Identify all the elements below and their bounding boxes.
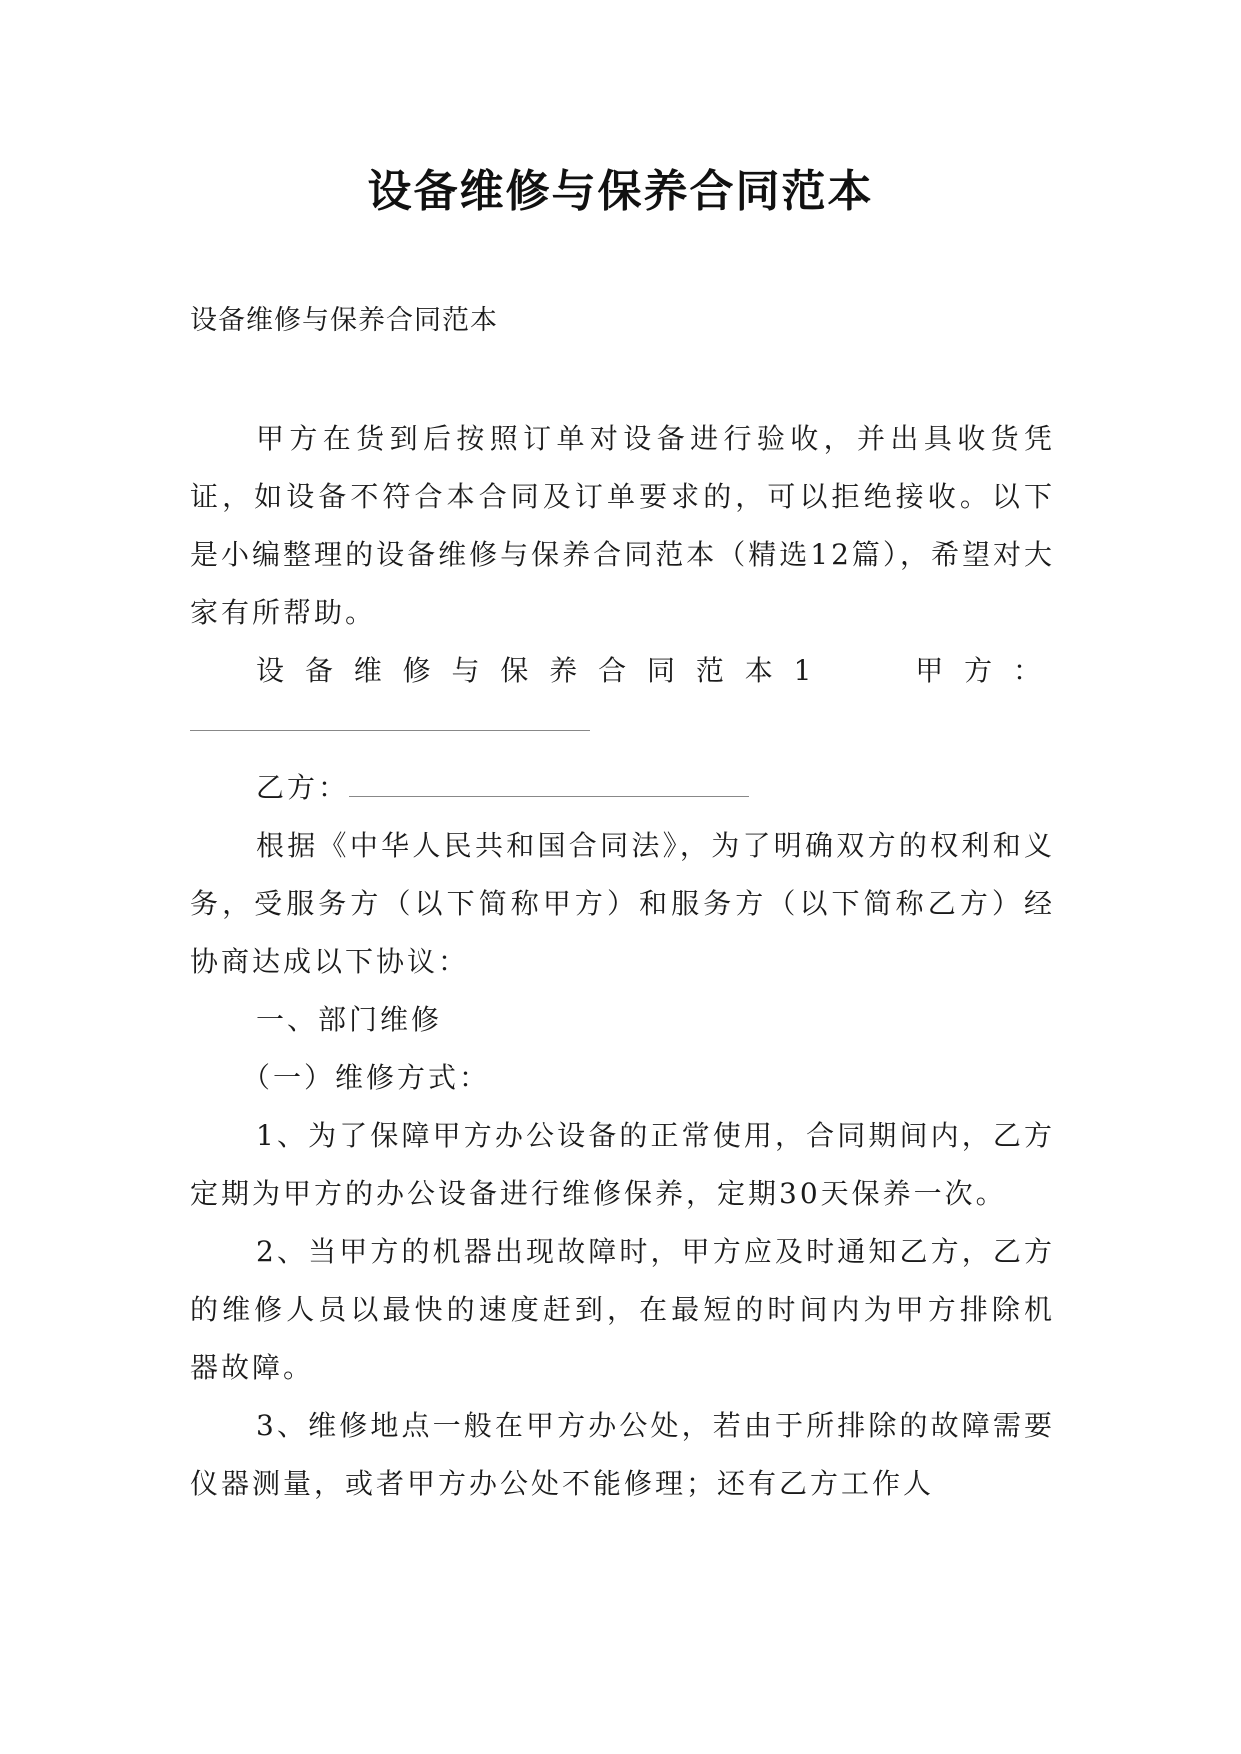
party-b-line bbox=[190, 759, 1055, 817]
item-2-paragraph: 2、当甲方的机器出现故障时，甲方应及时通知乙方，乙方的维修人员以最快的速度赶到，在最短的时间内为甲方排除机器故障。 bbox=[190, 1235, 1055, 1384]
party-a-label: 甲方： bbox=[915, 654, 1055, 687]
party-a-blank bbox=[190, 700, 590, 731]
page-title: 设备维修与保养合同范本 bbox=[367, 166, 874, 217]
document-subtitle: 设备维修与保养合同范本 bbox=[190, 305, 498, 336]
party-b-label: 乙方： bbox=[256, 771, 350, 804]
section-title-line bbox=[190, 642, 1055, 700]
party-b-blank bbox=[349, 776, 749, 797]
intro-paragraph: 甲方在货到后按照订单对设备进行验收，并出具收货凭证，如设备不符合本合同及订单要求的，可以拒绝接收。以下是小编整理的设备维修与保养合同范本（精选12篇），希望对大家有所帮助。 bbox=[190, 422, 1055, 629]
section-title: 设备维修与保养合同范本1 bbox=[256, 654, 826, 687]
heading-1-1: （一）维修方式： bbox=[242, 1061, 491, 1094]
heading-1: 一、部门维修 bbox=[256, 1003, 443, 1036]
document-body bbox=[190, 410, 1055, 1513]
item-3-paragraph: 3、维修地点一般在甲方办公处，若由于所排除的故障需要仪器测量，或者甲方办公处不能修理；还有乙方工作人 bbox=[190, 1409, 1055, 1500]
item-1-paragraph: 1、为了保障甲方办公设备的正常使用，合同期间内，乙方定期为甲方的办公设备进行维修保养，定期30天保养一次。 bbox=[190, 1119, 1055, 1210]
basis-paragraph: 根据《中华人民共和国合同法》，为了明确双方的权利和义务，受服务方（以下简称甲方）和服务方（以下简称乙方）经协商达成以下协议： bbox=[190, 829, 1055, 978]
